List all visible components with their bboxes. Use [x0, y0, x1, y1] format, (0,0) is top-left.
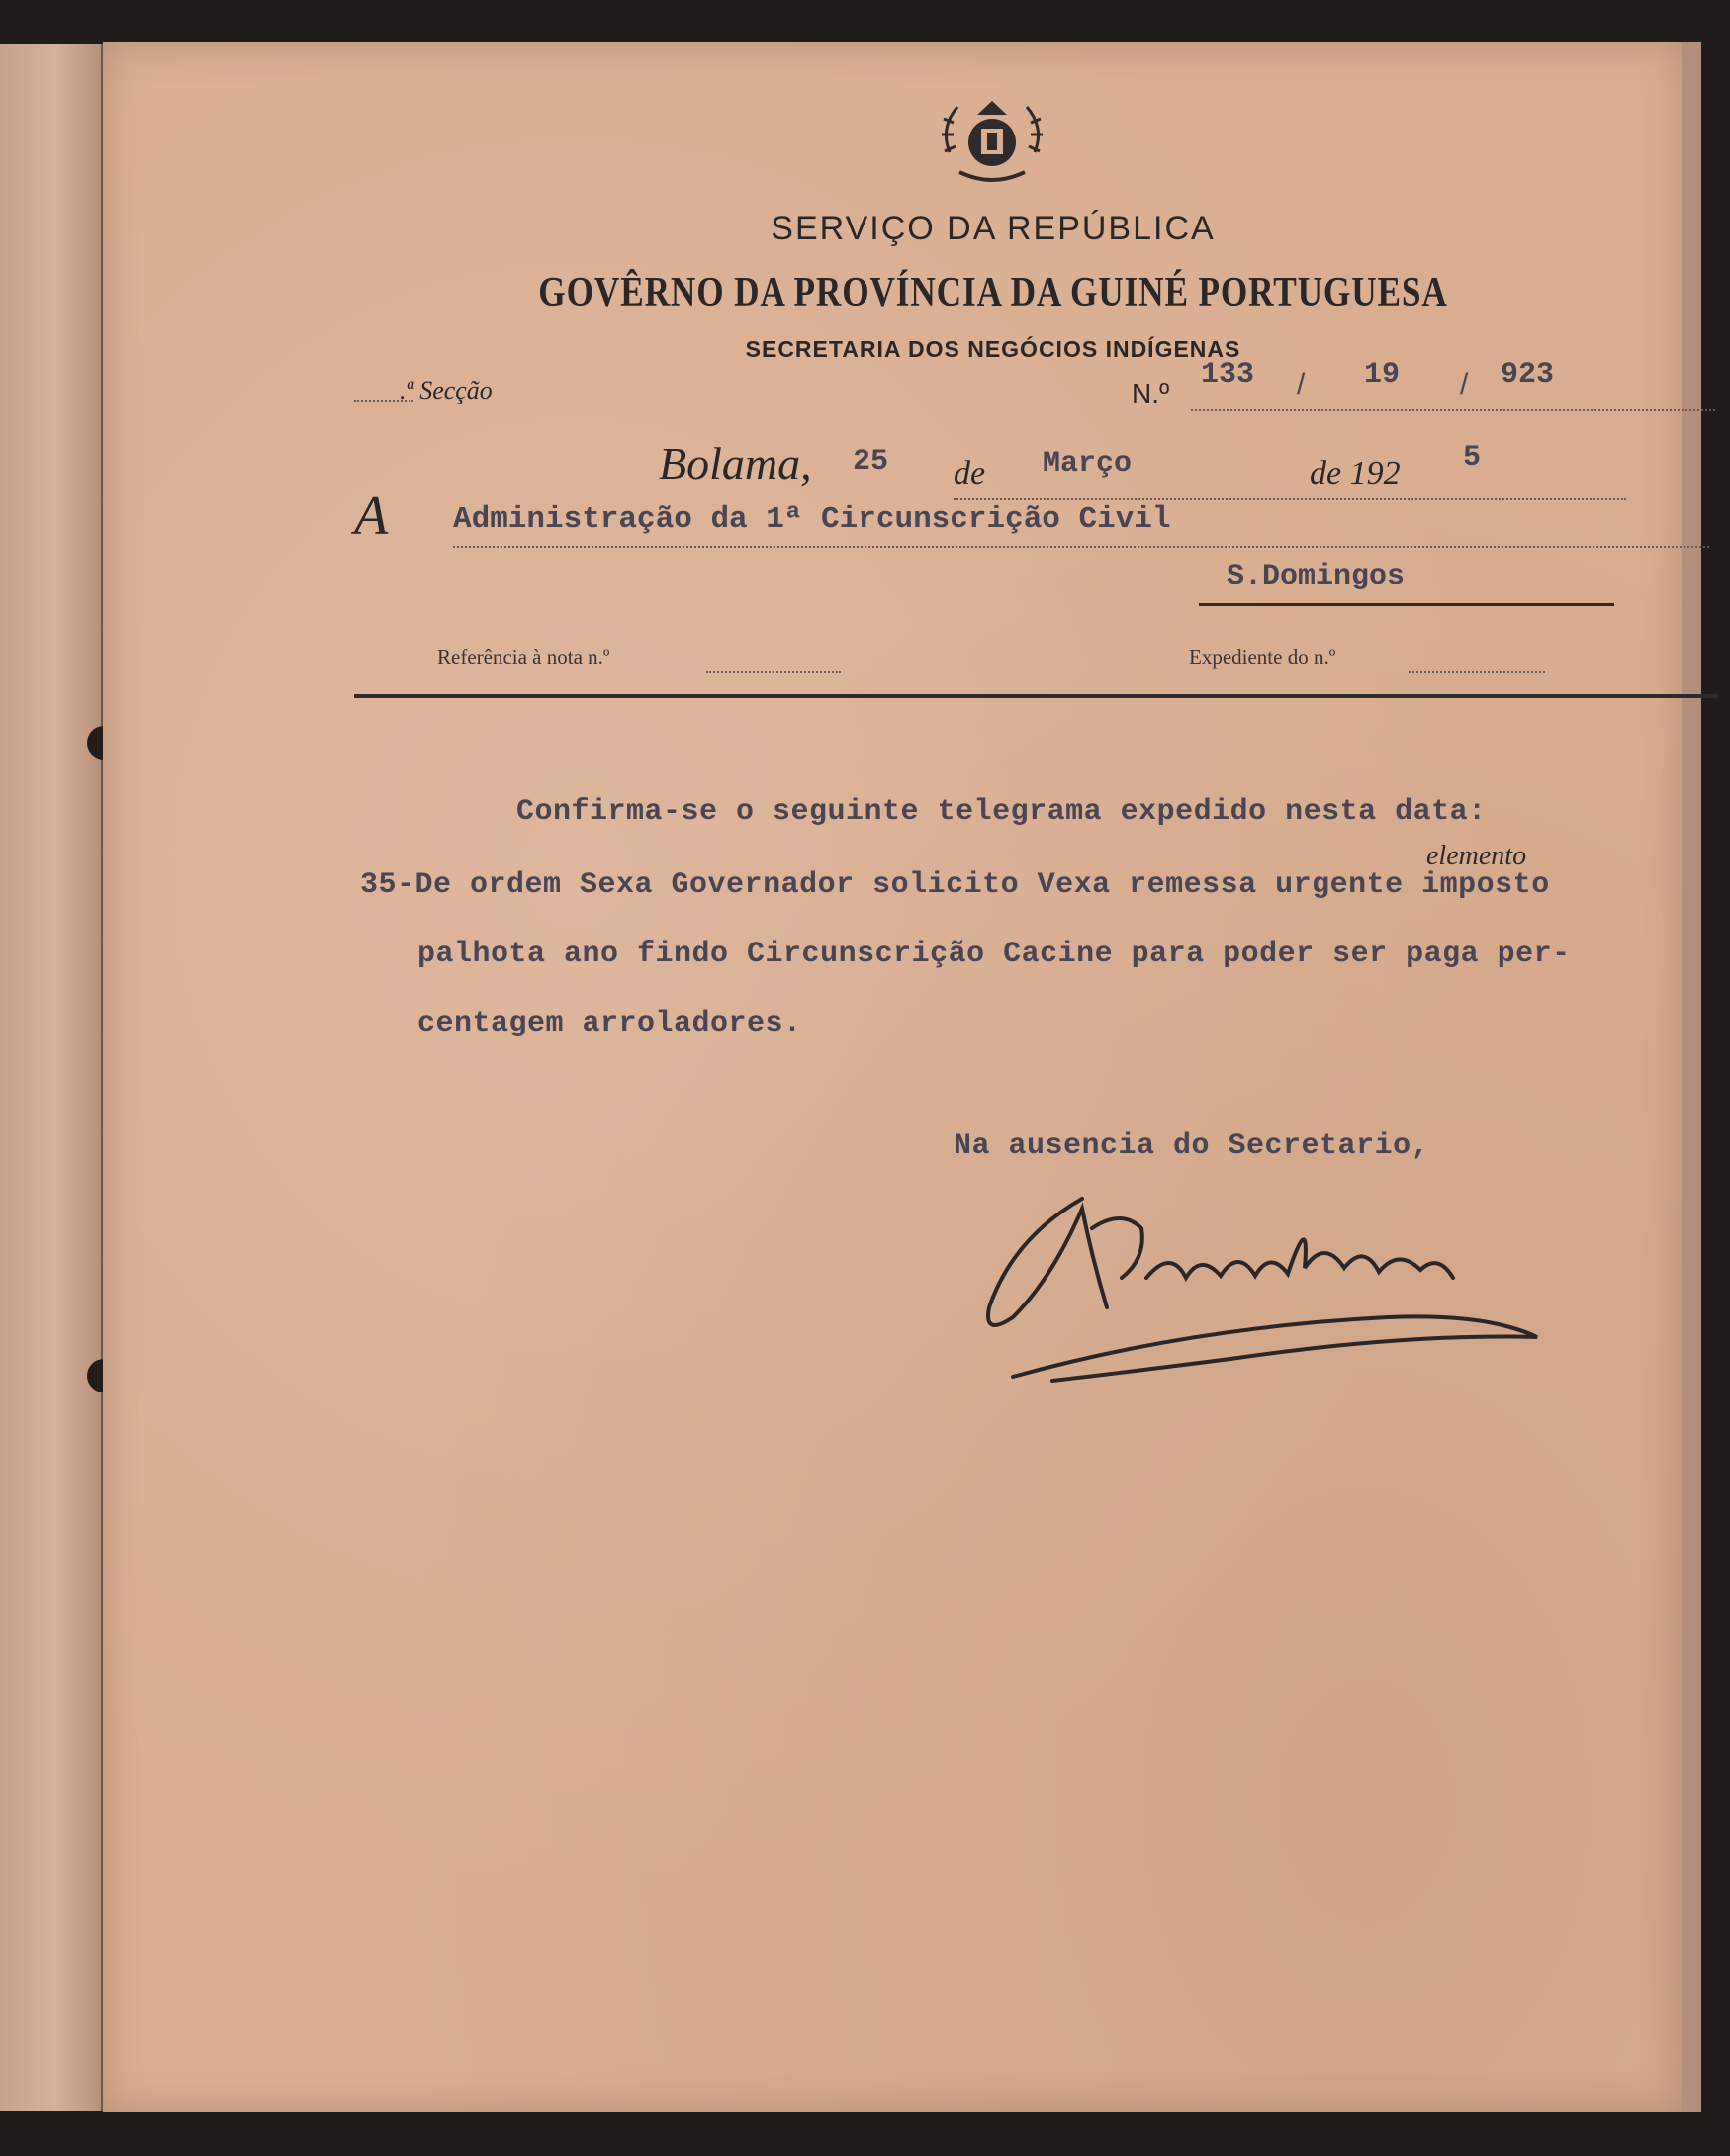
number-separator-2: /: [1460, 368, 1469, 401]
date-month: Março: [1043, 447, 1133, 481]
coat-of-arms-icon: [930, 93, 1054, 188]
left-facing-page: [0, 44, 104, 2111]
date-year-digit: 5: [1463, 441, 1482, 475]
reference-dotted-line: [706, 671, 841, 673]
date-dotted-line: [954, 498, 1626, 500]
header-separator-rule: [354, 694, 1719, 698]
expediente-label: Expediente do n.º: [1189, 645, 1336, 669]
signature-icon: [973, 1169, 1606, 1396]
body-line-4: centagem arroladores.: [417, 1007, 802, 1040]
date-de-1: de: [954, 455, 986, 492]
section-label-text: Secção: [419, 376, 493, 404]
date-de-2: de 192: [1310, 455, 1401, 492]
addressee-prefix: A: [354, 486, 389, 547]
handwritten-insertion: elemento: [1426, 841, 1527, 871]
number-label: N.º: [1132, 378, 1170, 408]
addressee-dotted-line-1: [453, 546, 1709, 548]
letterhead-secretariat: SECRETARIA DOS NEGÓCIOS INDÍGENAS: [745, 336, 1241, 362]
expediente-dotted-line: [1409, 671, 1545, 673]
number-dotted-line: [1191, 409, 1715, 411]
body-line-1: Confirma-se o seguinte telegrama expedido nesta data:: [516, 795, 1487, 829]
number-year: 923: [1501, 358, 1555, 392]
reference-label: Referência à nota n.º: [437, 645, 610, 669]
section-label: .ª Secção: [400, 376, 493, 404]
addressee-underline: [1199, 603, 1614, 606]
number-series: 19: [1364, 358, 1401, 392]
number-separator-1: /: [1297, 368, 1306, 401]
letterhead-government: GOVÊRNO DA PROVÍNCIA DA GUINÉ PORTUGUESA: [538, 270, 1448, 315]
addressee-line-1: Administração da 1ª Circunscrição Civil: [453, 502, 1171, 537]
closing-text: Na ausencia do Secretario,: [954, 1129, 1430, 1163]
document-sheet: [103, 42, 1682, 2112]
addressee-line-2: S.Domingos: [1227, 560, 1406, 593]
number-value: 133: [1201, 358, 1255, 392]
body-line-2: 35-De ordem Sexa Governador solicito Vexa remessa urgente imposto: [360, 868, 1550, 902]
date-day: 25: [853, 445, 889, 479]
letterhead-service: SERVIÇO DA REPÚBLICA: [771, 210, 1216, 247]
body-line-3: palhota ano findo Circunscrição Cacine para poder ser paga per-: [417, 938, 1571, 971]
city-name: Bolama,: [659, 438, 812, 489]
